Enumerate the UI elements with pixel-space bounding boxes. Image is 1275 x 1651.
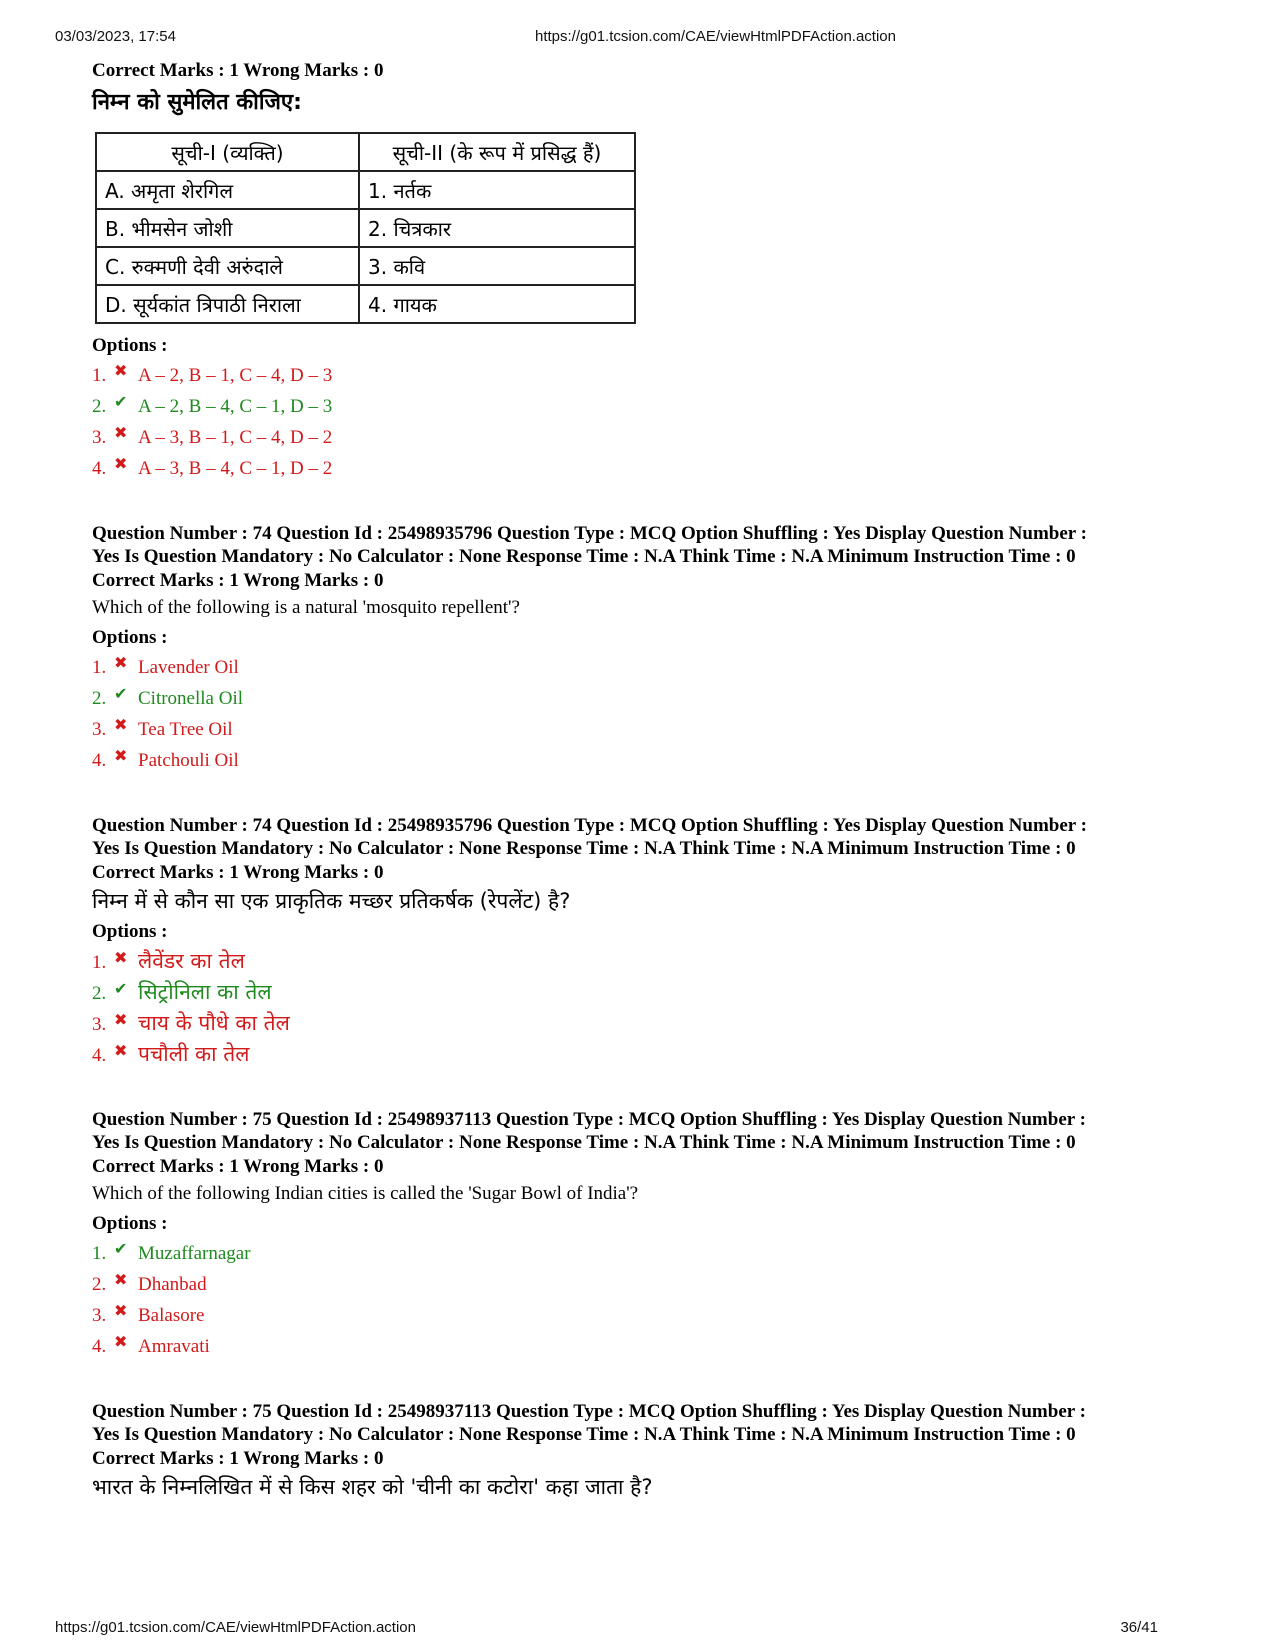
option-text: सिट्रोनिला का तेल: [138, 980, 272, 1004]
print-datetime: 03/03/2023, 17:54: [55, 28, 176, 45]
option-number: 4.: [92, 1045, 107, 1066]
check-icon: ✔: [114, 1239, 128, 1258]
option-item: [92, 683, 1202, 714]
question-title: निम्न को सुमेलित कीजिए:: [92, 90, 302, 115]
table-cell: 2. चित्रकार: [359, 209, 635, 247]
options-label: Options :: [92, 1213, 168, 1234]
table-row: [96, 209, 635, 247]
option-text: Balasore: [138, 1305, 205, 1326]
option-item: [92, 422, 1202, 453]
table-cell: B. भीमसेन जोशी: [96, 209, 359, 247]
page-content: [92, 58, 1202, 1502]
cross-icon: ✖: [114, 653, 128, 672]
cross-icon: ✖: [114, 1010, 128, 1029]
print-footer-url: https://g01.tcsion.com/CAE/viewHtmlPDFAction.action: [55, 1619, 416, 1636]
option-text: Lavender Oil: [138, 657, 239, 678]
option-text: Tea Tree Oil: [138, 719, 233, 740]
question-block-74-en: [92, 522, 1202, 776]
option-item: [92, 946, 1202, 977]
print-footer: [0, 1619, 1275, 1643]
option-number: 2.: [92, 396, 107, 417]
option-item: [92, 714, 1202, 745]
question-meta: Yes Is Question Mandatory : No Calculator : None Response Time : N.A Think Time : N.A Minimum Instruction Time : 0: [92, 838, 1076, 859]
option-text: चाय के पौधे का तेल: [138, 1011, 290, 1035]
option-item: [92, 1008, 1202, 1039]
option-number: 1.: [92, 952, 107, 973]
cross-icon: ✖: [114, 361, 128, 380]
option-number: 2.: [92, 1274, 107, 1295]
option-item: [92, 745, 1202, 776]
marks-line: Correct Marks : 1 Wrong Marks : 0: [92, 60, 384, 81]
option-item: [92, 977, 1202, 1008]
table-cell: 1. नर्तक: [359, 171, 635, 209]
match-table: [95, 132, 636, 324]
question-block-matching: [92, 58, 1202, 484]
option-text: पचौली का तेल: [138, 1042, 250, 1066]
option-text: A – 2, B – 4, C – 1, D – 3: [138, 396, 333, 417]
question-block-75-en: [92, 1108, 1202, 1362]
cross-icon: ✖: [114, 948, 128, 967]
table-row: [96, 171, 635, 209]
cross-icon: ✖: [114, 1301, 128, 1320]
option-item: [92, 360, 1202, 391]
option-item: [92, 1039, 1202, 1070]
option-number: 3.: [92, 1014, 107, 1035]
table-cell: C. रुक्मणी देवी अरुंदाले: [96, 247, 359, 285]
cross-icon: ✖: [114, 1270, 128, 1289]
question-meta: Question Number : 74 Question Id : 25498935796 Question Type : MCQ Option Shuffling : Yes Display Question Number :: [92, 815, 1087, 836]
option-item: [92, 1238, 1202, 1269]
marks-line: Correct Marks : 1 Wrong Marks : 0: [92, 1156, 384, 1177]
option-number: 4.: [92, 750, 107, 771]
option-text: Patchouli Oil: [138, 750, 239, 771]
table-row: [96, 247, 635, 285]
options-label: Options :: [92, 335, 168, 356]
cross-icon: ✖: [114, 423, 128, 442]
cross-icon: ✖: [114, 1332, 128, 1351]
option-number: 1.: [92, 1243, 107, 1264]
table-cell: A. अमृता शेरगिल: [96, 171, 359, 209]
marks-line: Correct Marks : 1 Wrong Marks : 0: [92, 570, 384, 591]
option-text: Dhanbad: [138, 1274, 207, 1295]
question-text: निम्न में से कौन सा एक प्राकृतिक मच्छर प्रतिकर्षक (रेपलेंट) है?: [92, 889, 571, 913]
cross-icon: ✖: [114, 715, 128, 734]
table-cell: D. सूर्यकांत त्रिपाठी निराला: [96, 285, 359, 323]
check-icon: ✔: [114, 979, 128, 998]
cross-icon: ✖: [114, 454, 128, 473]
check-icon: ✔: [114, 392, 128, 411]
option-text: A – 3, B – 4, C – 1, D – 2: [138, 458, 333, 479]
table-cell: 4. गायक: [359, 285, 635, 323]
option-number: 3.: [92, 719, 107, 740]
question-text: भारत के निम्नलिखित में से किस शहर को 'चीनी का कटोरा' कहा जाता है?: [92, 1475, 653, 1499]
option-text: Muzaffarnagar: [138, 1243, 251, 1264]
options-label: Options :: [92, 921, 168, 942]
option-text: A – 2, B – 1, C – 4, D – 3: [138, 365, 333, 386]
check-icon: ✔: [114, 684, 128, 703]
option-number: 4.: [92, 458, 107, 479]
option-item: [92, 391, 1202, 422]
question-meta: Question Number : 75 Question Id : 25498937113 Question Type : MCQ Option Shuffling : Yes Display Question Number :: [92, 1109, 1086, 1130]
page-number: 36/41: [1120, 1619, 1158, 1636]
table-header-cell: सूची-II (के रूप में प्रसिद्ध हैं): [359, 133, 635, 171]
table-header-row: [96, 133, 635, 171]
option-number: 2.: [92, 983, 107, 1004]
option-text: A – 3, B – 1, C – 4, D – 2: [138, 427, 333, 448]
option-text: Amravati: [138, 1336, 210, 1357]
question-text: Which of the following is a natural 'mosquito repellent'?: [92, 597, 520, 618]
question-meta: Yes Is Question Mandatory : No Calculator : None Response Time : N.A Think Time : N.A Minimum Instruction Time : 0: [92, 546, 1076, 567]
option-number: 2.: [92, 688, 107, 709]
marks-line: Correct Marks : 1 Wrong Marks : 0: [92, 862, 384, 883]
question-block-75-hi: [92, 1400, 1202, 1502]
print-header-url: https://g01.tcsion.com/CAE/viewHtmlPDFAction.action: [535, 28, 896, 45]
table-header-cell: सूची-I (व्यक्ति): [96, 133, 359, 171]
option-text: लैवेंडर का तेल: [138, 949, 245, 973]
question-meta: Yes Is Question Mandatory : No Calculator : None Response Time : N.A Think Time : N.A Minimum Instruction Time : 0: [92, 1132, 1076, 1153]
table-row: [96, 285, 635, 323]
options-label: Options :: [92, 627, 168, 648]
question-meta: Question Number : 75 Question Id : 25498937113 Question Type : MCQ Option Shuffling : Yes Display Question Number :: [92, 1401, 1086, 1422]
marks-line: Correct Marks : 1 Wrong Marks : 0: [92, 1448, 384, 1469]
option-item: [92, 1331, 1202, 1362]
option-item: [92, 453, 1202, 484]
option-number: 1.: [92, 365, 107, 386]
option-item: [92, 652, 1202, 683]
question-meta: Question Number : 74 Question Id : 25498935796 Question Type : MCQ Option Shuffling : Yes Display Question Number :: [92, 523, 1087, 544]
option-number: 4.: [92, 1336, 107, 1357]
option-item: [92, 1269, 1202, 1300]
option-text: Citronella Oil: [138, 688, 244, 709]
table-cell: 3. कवि: [359, 247, 635, 285]
cross-icon: ✖: [114, 746, 128, 765]
option-number: 3.: [92, 1305, 107, 1326]
option-item: [92, 1300, 1202, 1331]
cross-icon: ✖: [114, 1041, 128, 1060]
print-header: [0, 28, 1275, 52]
option-number: 3.: [92, 427, 107, 448]
question-block-74-hi: [92, 814, 1202, 1070]
question-text: Which of the following Indian cities is called the 'Sugar Bowl of India'?: [92, 1183, 639, 1204]
option-number: 1.: [92, 657, 107, 678]
question-meta: Yes Is Question Mandatory : No Calculator : None Response Time : N.A Think Time : N.A Minimum Instruction Time : 0: [92, 1424, 1076, 1445]
